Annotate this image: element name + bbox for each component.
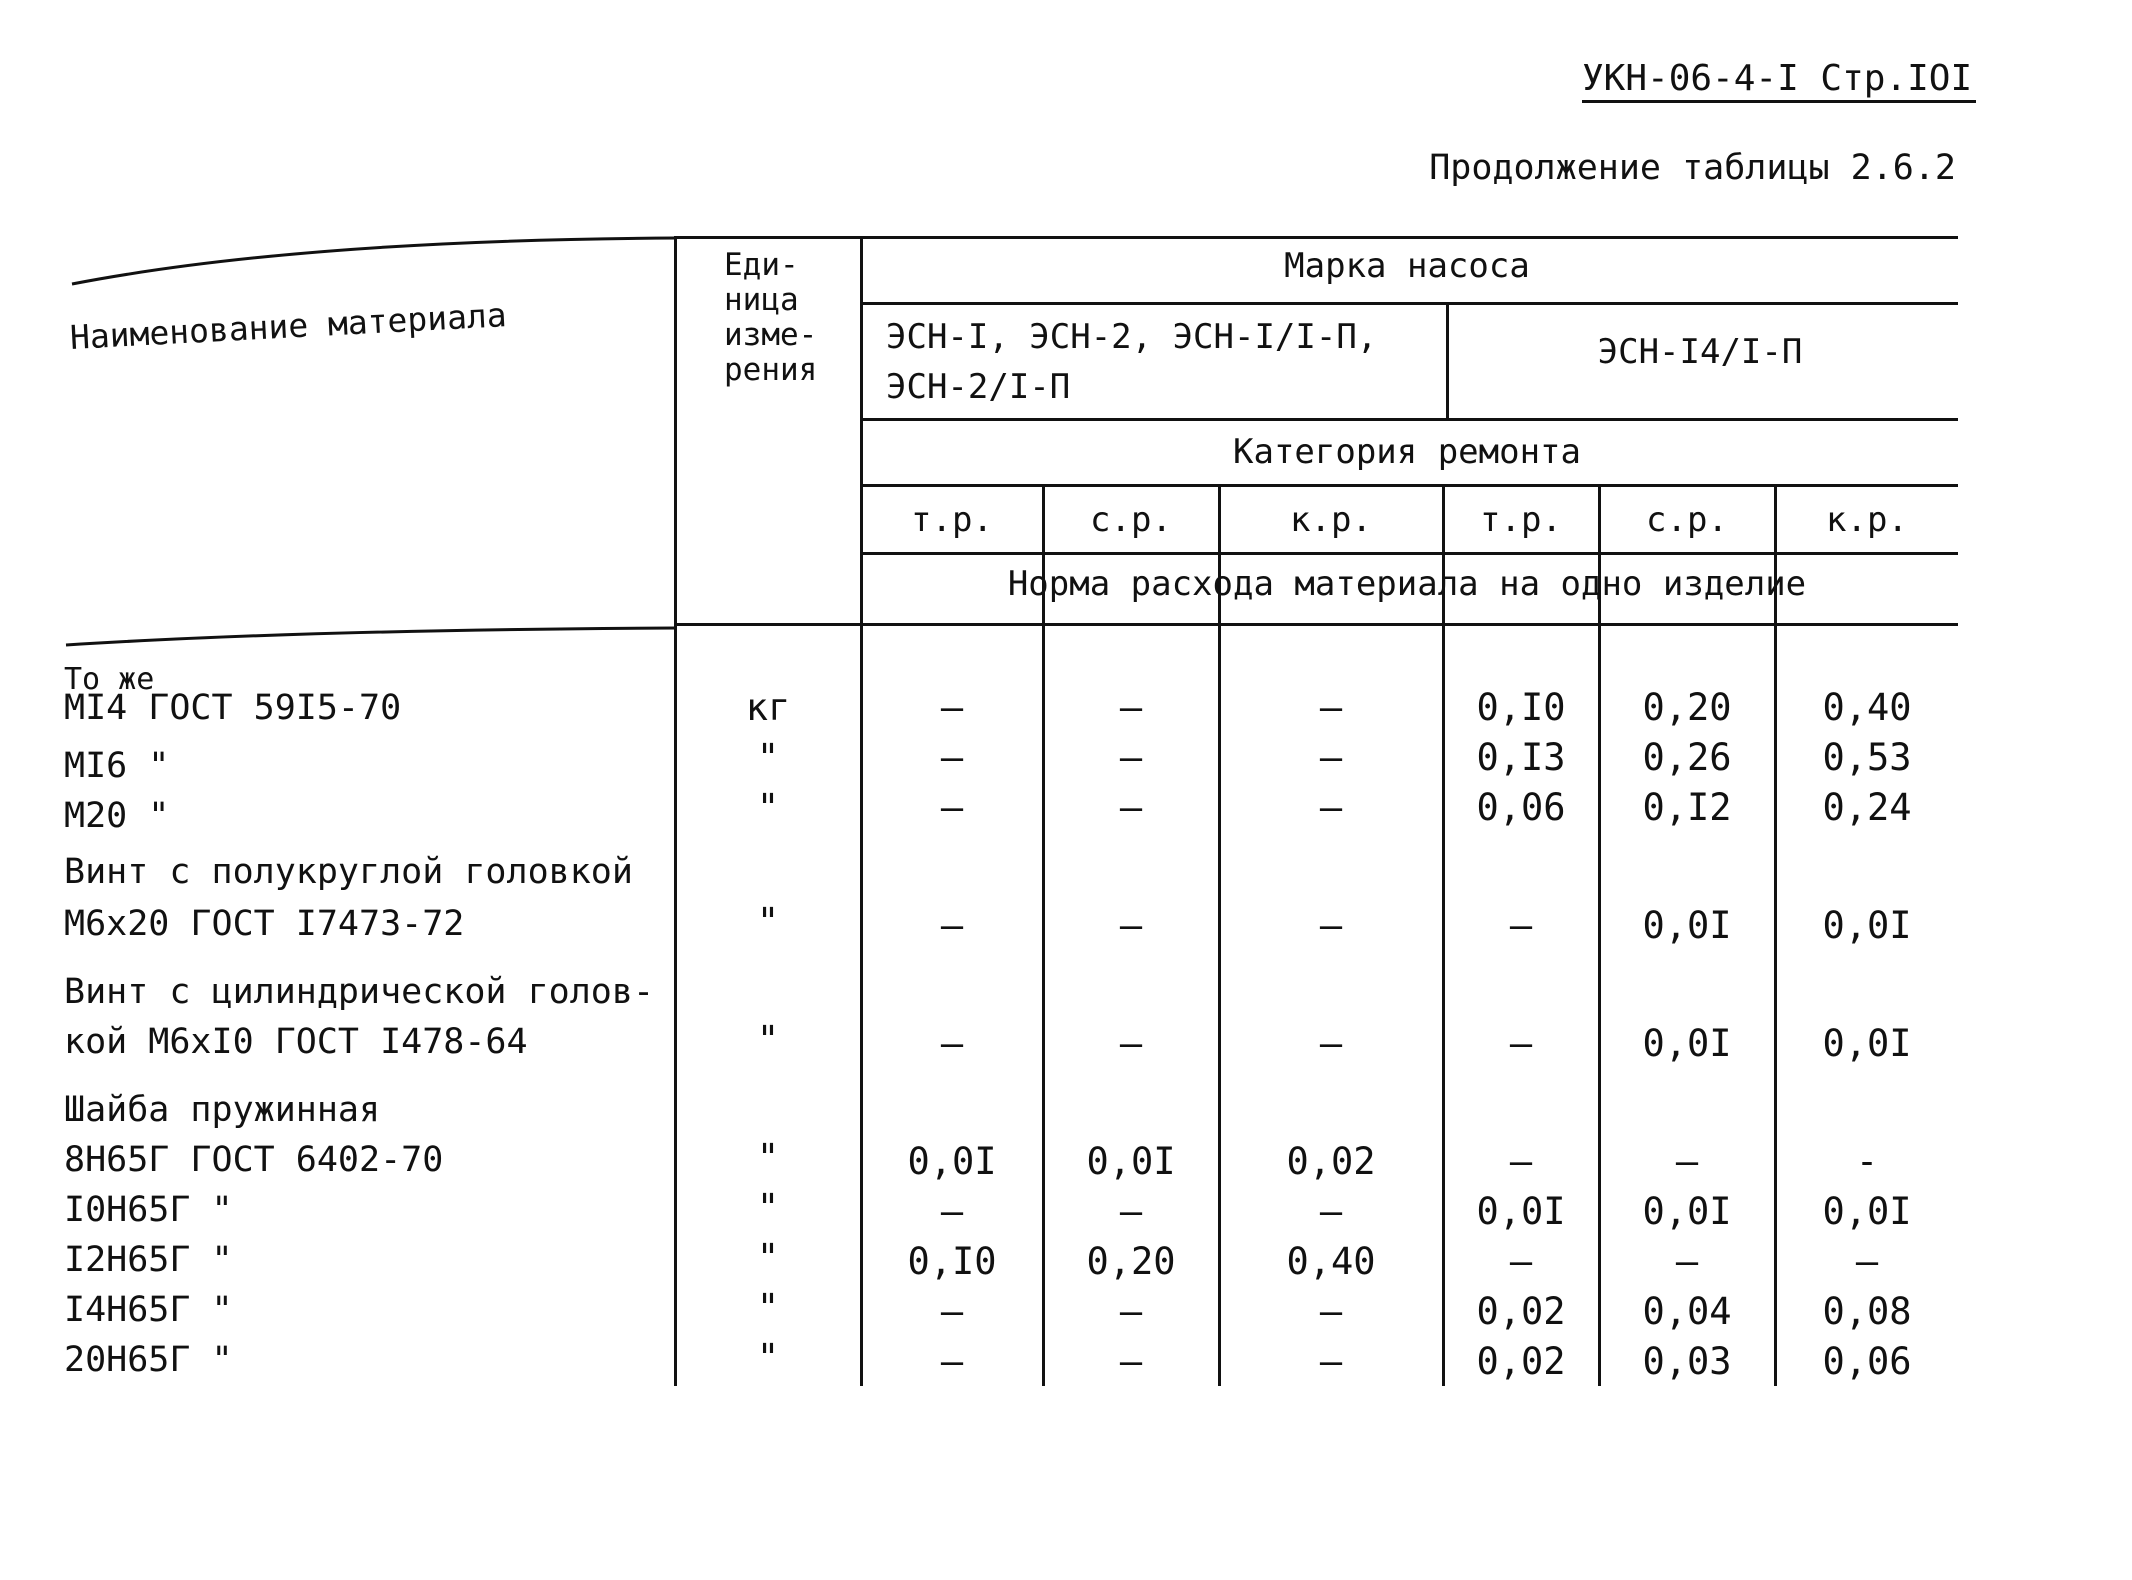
- row-4-unit: ": [756, 1018, 780, 1061]
- group-divider: [1446, 302, 1449, 418]
- row-7-val-3: –: [1509, 1240, 1533, 1283]
- row-2-val-0: –: [940, 786, 964, 829]
- row-2-material: М20 ": [64, 796, 170, 836]
- row-3-material: М6х20 ГОСТ I7473-72: [64, 904, 465, 944]
- row-0-val-0: –: [940, 686, 964, 729]
- row-9-material: 20Н65Г ": [64, 1340, 233, 1380]
- line-below-category: [862, 484, 1958, 487]
- row-3-val-5: 0,0I: [1822, 904, 1912, 947]
- row-0-val-4: 0,20: [1642, 686, 1732, 729]
- row-8-val-3: 0,02: [1476, 1290, 1566, 1333]
- row-3-val-3: –: [1509, 904, 1533, 947]
- row-8-val-4: 0,04: [1642, 1290, 1732, 1333]
- row-1-unit: ": [756, 736, 780, 779]
- row-1-val-1: –: [1119, 736, 1143, 779]
- row-5-val-4: –: [1675, 1140, 1699, 1183]
- row-7-val-0: 0,I0: [907, 1240, 997, 1283]
- table-top-border: [676, 236, 1958, 239]
- row-7-material: I2Н65Г ": [64, 1240, 233, 1280]
- row-4-val-1: –: [1119, 1022, 1143, 1065]
- row-2-val-3: 0,06: [1476, 786, 1566, 829]
- header-group-2: ЭСН-I4/I-П: [1597, 332, 1803, 372]
- row-9-val-5: 0,06: [1822, 1340, 1912, 1383]
- row-6-material: I0Н65Г ": [64, 1190, 233, 1230]
- line-below-brand: [862, 302, 1958, 305]
- subheader-sr-1: с.р.: [1090, 500, 1172, 540]
- header-material-name: Наименование материала: [68, 295, 508, 357]
- row-0-material: МI4 ГОСТ 59I5-70: [64, 688, 402, 728]
- row-5-unit: ": [756, 1136, 780, 1179]
- row-3-prefix: Винт с полукруглой головкой: [64, 852, 633, 892]
- row-5-val-1: 0,0I: [1086, 1140, 1176, 1183]
- row-9-val-1: –: [1119, 1340, 1143, 1383]
- row-1-val-3: 0,I3: [1476, 736, 1566, 779]
- row-7-val-1: 0,20: [1086, 1240, 1176, 1283]
- subheader-kr-1: к.р.: [1290, 500, 1372, 540]
- row-8-val-2: –: [1319, 1290, 1343, 1333]
- row-5-prefix: Шайба пружинная: [64, 1090, 381, 1130]
- row-6-val-3: 0,0I: [1476, 1190, 1566, 1233]
- subheader-tr-1: т.р.: [911, 500, 993, 540]
- row-8-material: I4Н65Г ": [64, 1290, 233, 1330]
- row-6-val-1: –: [1119, 1190, 1143, 1233]
- row-0-unit: кг: [745, 686, 791, 729]
- row-1-material: МI6 ": [64, 746, 170, 786]
- row-0-val-2: –: [1319, 686, 1343, 729]
- header-unit: Еди- ница изме- рения: [724, 247, 818, 388]
- row-7-val-4: –: [1675, 1240, 1699, 1283]
- row-6-val-0: –: [940, 1190, 964, 1233]
- header-consumption-norm: Норма расхода материала на одно изделие: [1007, 564, 1807, 604]
- row-4-val-3: –: [1509, 1022, 1533, 1065]
- row-9-val-4: 0,03: [1642, 1340, 1732, 1383]
- row-0-val-5: 0,40: [1822, 686, 1912, 729]
- row-2-unit: ": [756, 786, 780, 829]
- row-2-val-1: –: [1119, 786, 1143, 829]
- row-6-unit: ": [756, 1186, 780, 1229]
- row-6-val-4: 0,0I: [1642, 1190, 1732, 1233]
- row-7-val-5: –: [1855, 1240, 1879, 1283]
- row-9-unit: ": [756, 1336, 780, 1379]
- row-9-val-2: –: [1319, 1340, 1343, 1383]
- subheader-sr-2: с.р.: [1646, 500, 1728, 540]
- row-6-val-5: 0,0I: [1822, 1190, 1912, 1233]
- subheader-kr-2: к.р.: [1826, 500, 1908, 540]
- row-9-val-3: 0,02: [1476, 1340, 1566, 1383]
- row-1-val-4: 0,26: [1642, 736, 1732, 779]
- row-0-val-1: –: [1119, 686, 1143, 729]
- row-4-val-2: –: [1319, 1022, 1343, 1065]
- row-8-val-0: –: [940, 1290, 964, 1333]
- row-4-material: кой М6хI0 ГОСТ I478-64: [64, 1022, 528, 1062]
- row-1-val-0: –: [940, 736, 964, 779]
- row-7-val-2: 0,40: [1286, 1240, 1376, 1283]
- row-1-val-5: 0,53: [1822, 736, 1912, 779]
- row-2-val-5: 0,24: [1822, 786, 1912, 829]
- subheader-tr-2: т.р.: [1480, 500, 1562, 540]
- row-3-val-0: –: [940, 904, 964, 947]
- row-3-val-4: 0,0I: [1642, 904, 1732, 947]
- row-4-val-0: –: [940, 1022, 964, 1065]
- row-4-val-4: 0,0I: [1642, 1022, 1732, 1065]
- row-5-val-5: -: [1855, 1140, 1879, 1183]
- row-4-val-5: 0,0I: [1822, 1022, 1912, 1065]
- row-0-prefix: То же: [64, 662, 155, 697]
- row-3-val-2: –: [1319, 904, 1343, 947]
- row-3-unit: ": [756, 900, 780, 943]
- header-group-1: ЭСН-I, ЭСН-2, ЭСН-I/I-П, ЭСН-2/I-П: [886, 317, 1378, 407]
- row-5-val-0: 0,0I: [907, 1140, 997, 1183]
- header-pump-brand: Марка насоса: [1284, 246, 1530, 286]
- row-9-val-0: –: [940, 1340, 964, 1383]
- row-5-val-3: –: [1509, 1140, 1533, 1183]
- row-4-prefix: Винт с цилиндрической голов-: [64, 972, 655, 1012]
- row-6-val-2: –: [1319, 1190, 1343, 1233]
- header-bottom-border: [676, 623, 1958, 626]
- table-continuation-title: Продолжение таблицы 2.6.2: [1429, 148, 1956, 188]
- row-8-unit: ": [756, 1286, 780, 1329]
- row-0-val-3: 0,I0: [1476, 686, 1566, 729]
- line-below-subheaders: [862, 552, 1958, 555]
- document-reference: УКН-06-4-I Стр.IOI: [1582, 58, 1973, 99]
- row-2-val-2: –: [1319, 786, 1343, 829]
- row-2-val-4: 0,I2: [1642, 786, 1732, 829]
- row-3-val-1: –: [1119, 904, 1143, 947]
- row-1-val-2: –: [1319, 736, 1343, 779]
- row-8-val-5: 0,08: [1822, 1290, 1912, 1333]
- row-8-val-1: –: [1119, 1290, 1143, 1333]
- row-5-val-2: 0,02: [1286, 1140, 1376, 1183]
- header-repair-category: Категория ремонта: [1233, 432, 1581, 472]
- row-7-unit: ": [756, 1236, 780, 1279]
- row-5-material: 8Н65Г ГОСТ 6402-70: [64, 1140, 444, 1180]
- line-below-groups: [862, 418, 1958, 421]
